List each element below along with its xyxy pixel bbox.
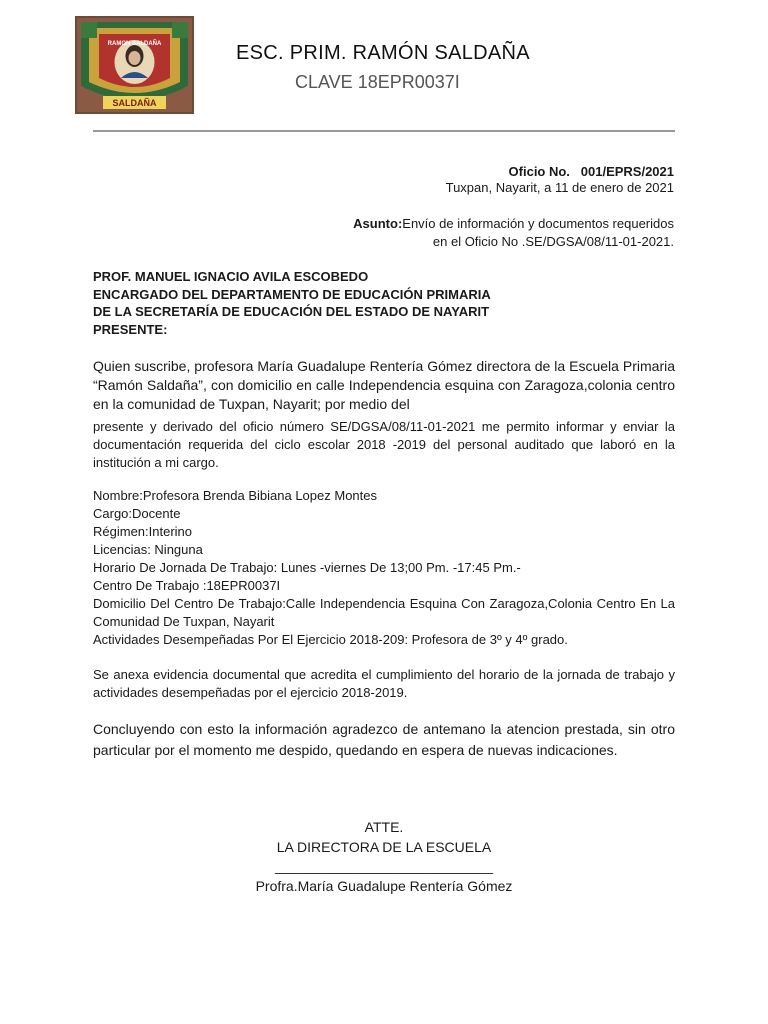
intro-paragraph-continuation: presente y derivado del oficio número SE/DGSA/08/11-01-2021 me permito informar y enviar la documentación requerida del ciclo escolar 2018 -2019 del personal auditado que laboró en la institución a mi cargo. [93, 419, 675, 470]
detail-horario: Horario De Jornada De Trabajo: Lunes -viernes De 13;00 Pm. -17:45 Pm.- [93, 560, 521, 575]
detail-actividades: Actividades Desempeñadas Por El Ejercicio 2018-209: Profesora de 3º y 4º grado. [93, 632, 568, 647]
conclusion-paragraph: Concluyendo con esto la información agradezco de antemano la atencion prestada, sin otro particular por el momento me despido, quedando en espera de nuevas indicaciones. [93, 721, 675, 758]
subject-label: Asunto: [353, 216, 403, 231]
detail-domicilio: Domicilio Del Centro De Trabajo:Calle Independencia Esquina Con Zaragoza,Colonia Centro En La Comunidad De Tuxpan, Nayarit [93, 596, 675, 629]
subject-text: Envío de información y documentos requeridos [402, 216, 674, 231]
annex-paragraph: Se anexa evidencia documental que acredita el cumplimiento del horario de la jornada de trabajo y actividades desempeñadas por el ejercicio 2018-2019. [93, 667, 675, 700]
subject-line [353, 215, 674, 233]
recipient-institution: DE LA SECRETARÍA DE EDUCACIÓN DEL ESTADO DE NAYARIT [93, 304, 490, 319]
signature-role: LA DIRECTORA DE LA ESCUELA [276, 838, 492, 855]
detail-centro: Centro De Trabajo :18EPR0037I [93, 578, 281, 593]
detail-licencias: Licencias: Ninguna [93, 542, 203, 557]
subject-line-2: en el Oficio No .SE/DGSA/08/11-01-2021. [432, 234, 674, 249]
recipient-name: PROF. MANUEL IGNACIO AVILA ESCOBEDO [93, 269, 369, 284]
signature-block [93, 818, 675, 896]
logo-crest-text: RAMON SALDAÑA [107, 41, 162, 47]
intro-paragraph: Quien suscribe, profesora María Guadalupe Rentería Gómez directora de la Escuela Primaria “Ramón Saldaña”, con domicilio en calle Independencia esquina con Zaragoza,colonia centro en la comunidad de Tuxpan, Nayarit; por medio del [93, 358, 675, 412]
detail-cargo: Cargo:Docente [93, 506, 181, 521]
place-date: Tuxpan, Nayarit, a 11 de enero de 2021 [445, 180, 674, 195]
logo-caption: SALDAÑA [112, 98, 157, 108]
recipient-greeting: PRESENTE: [93, 321, 168, 337]
school-key: CLAVE 18EPR0037I [295, 72, 460, 92]
detail-nombre: Nombre:Profesora Brenda Bibiana Lopez Montes [93, 488, 377, 503]
staff-details [93, 487, 675, 649]
recipient-block [93, 268, 491, 338]
signature-atte: ATTE. [364, 819, 404, 835]
header-divider [93, 130, 675, 132]
signature-line: ____________________________ [274, 858, 493, 874]
oficio-number: 001/EPRS/2021 [580, 164, 674, 179]
school-crest-logo [75, 16, 194, 114]
signature-name: Profra.María Guadalupe Rentería Gómez [255, 877, 513, 894]
detail-regimen: Régimen:Interino [93, 524, 192, 539]
school-name: ESC. PRIM. RAMÓN SALDAÑA [236, 42, 530, 64]
oficio-label: Oficio No. [508, 164, 570, 179]
recipient-title: ENCARGADO DEL DEPARTAMENTO DE EDUCACIÓN PRIMARIA [93, 286, 491, 302]
